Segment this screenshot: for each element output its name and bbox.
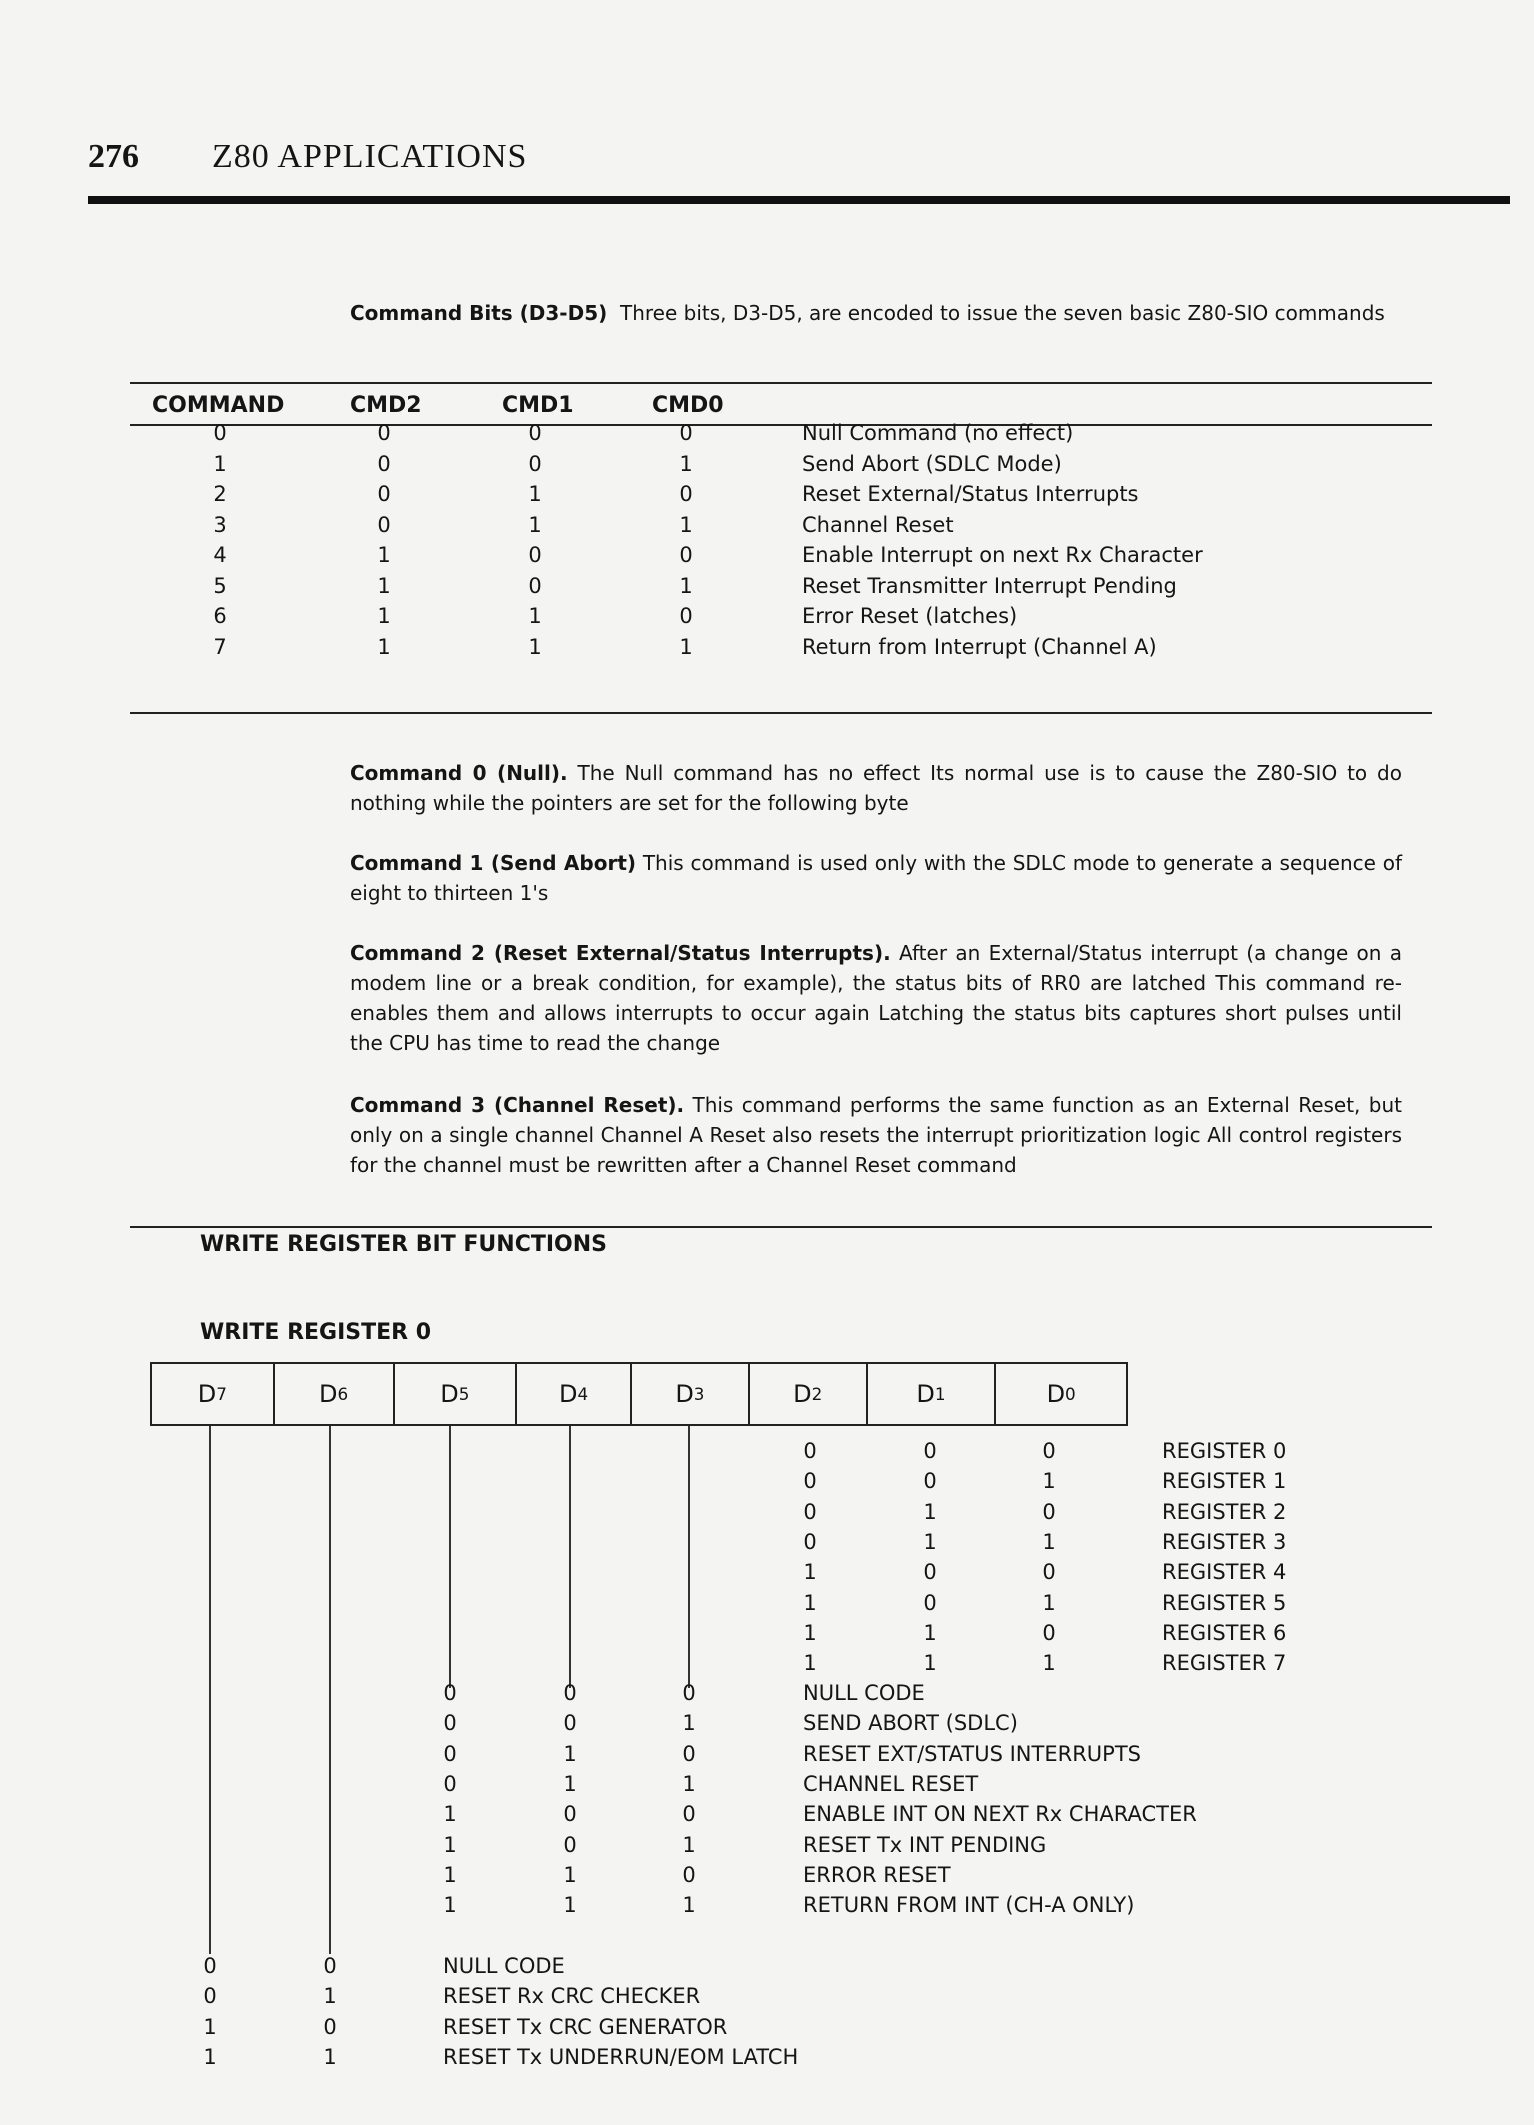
paragraph-text: After an External/Status interrupt (a change on a modem line or a break condition, for example), the status bits of RR0 are latched This command re-enables them and allows interrupts to occur again Latching the status bits captures short pulses until the CPU has time to read the change bbox=[350, 941, 1403, 1055]
command-code-label: ENABLE INT ON NEXT Rx CHARACTER bbox=[803, 1802, 1197, 1827]
crc-code-label: RESET Rx CRC CHECKER bbox=[443, 1984, 701, 2009]
bit-value: 0 bbox=[1042, 1499, 1056, 1524]
running-header-title: Z80 APPLICATIONS bbox=[212, 138, 528, 175]
paragraph-text: This command performs the same function as an External Reset, but only on a single channel Channel A Reset also resets the interrupt prioritization logic All control registers for the channel must be rewritten after a Channel Reset command bbox=[350, 1093, 1402, 1177]
table-cell: 0 bbox=[377, 421, 391, 445]
register-label: REGISTER 4 bbox=[1162, 1560, 1287, 1585]
bit-value: 1 bbox=[682, 1832, 696, 1857]
bit-value: 0 bbox=[1042, 1439, 1056, 1463]
bit-value: 0 bbox=[682, 1862, 696, 1887]
intro-lead: Command Bits (D3-D5) bbox=[350, 301, 608, 325]
bit-d2: D 2 bbox=[750, 1364, 868, 1424]
bit-value: 0 bbox=[1042, 1560, 1056, 1585]
table-cell: 0 bbox=[213, 421, 227, 445]
bit-value: 1 bbox=[803, 1560, 817, 1585]
col-header-cmd0: CMD0 bbox=[652, 393, 724, 418]
table-description: Reset External/Status Interrupts bbox=[802, 482, 1139, 506]
command-code-label: CHANNEL RESET bbox=[803, 1771, 979, 1796]
bit-value: 1 bbox=[443, 1832, 457, 1857]
register-label: REGISTER 2 bbox=[1162, 1499, 1287, 1524]
table-cell: 0 bbox=[679, 482, 693, 506]
table-description: Enable Interrupt on next Rx Character bbox=[802, 543, 1203, 567]
bit-value: 0 bbox=[923, 1560, 937, 1585]
paragraph-lead: Command 3 (Channel Reset). bbox=[350, 1093, 685, 1117]
table-cell: 1 bbox=[377, 573, 391, 598]
table-cell: 0 bbox=[528, 451, 542, 476]
command-code-label: RESET Tx INT PENDING bbox=[803, 1832, 1047, 1857]
paragraph-lead: Command 2 (Reset External/Status Interrupts). bbox=[350, 941, 891, 965]
register-title: WRITE REGISTER 0 bbox=[200, 1320, 432, 1345]
bit-value: 0 bbox=[1042, 1620, 1056, 1645]
bit-value: 0 bbox=[803, 1529, 817, 1554]
bit-value: 1 bbox=[923, 1529, 937, 1554]
register-label: REGISTER 5 bbox=[1162, 1590, 1287, 1615]
bit-value: 0 bbox=[563, 1681, 577, 1705]
table-cell: 1 bbox=[679, 634, 693, 659]
bit-value: 0 bbox=[443, 1741, 457, 1766]
header-rule bbox=[88, 196, 1510, 204]
bit-d7: D 7 bbox=[152, 1364, 275, 1424]
table-cell: 0 bbox=[528, 543, 542, 567]
table-cell: 1 bbox=[213, 451, 227, 476]
bit-value: 1 bbox=[803, 1620, 817, 1645]
bit-value: 0 bbox=[803, 1469, 817, 1494]
table-bottom-rule bbox=[130, 712, 1432, 714]
command-code-label: RESET EXT/STATUS INTERRUPTS bbox=[803, 1741, 1141, 1766]
bit-value: 1 bbox=[563, 1741, 577, 1766]
table-cell: 0 bbox=[377, 451, 391, 476]
bit-value: 0 bbox=[682, 1802, 696, 1827]
table-cell: 1 bbox=[679, 573, 693, 598]
bit-value: 1 bbox=[1042, 1469, 1056, 1494]
table-cell: 7 bbox=[213, 634, 227, 659]
bit-value: 1 bbox=[1042, 1529, 1056, 1554]
bit-d6: D 6 bbox=[275, 1364, 395, 1424]
paragraph-command-2 bbox=[350, 938, 1402, 1058]
table-description: Send Abort (SDLC Mode) bbox=[802, 451, 1062, 476]
table-description: Error Reset (latches) bbox=[802, 604, 1018, 628]
d6-leader bbox=[329, 1426, 331, 1954]
bit-value: 1 bbox=[682, 1711, 696, 1736]
table-cell: 1 bbox=[377, 604, 391, 628]
d5-leader bbox=[449, 1426, 451, 1688]
bit-value: 0 bbox=[563, 1711, 577, 1736]
bit-value: 1 bbox=[563, 1893, 577, 1918]
bit-value: 0 bbox=[563, 1832, 577, 1857]
register-bit-box bbox=[150, 1362, 1128, 1426]
section-rule bbox=[130, 1226, 1432, 1228]
paragraph-command-3 bbox=[350, 1090, 1402, 1180]
command-code-label: NULL CODE bbox=[803, 1681, 925, 1705]
page-number: 276 bbox=[88, 138, 139, 175]
bit-value: 1 bbox=[203, 2014, 217, 2039]
intro-text: Three bits, D3-D5, are encoded to issue the seven basic Z80-SIO commands bbox=[619, 301, 1385, 325]
intro-paragraph bbox=[350, 298, 1402, 328]
bit-value: 1 bbox=[563, 1771, 577, 1796]
table-cell: 0 bbox=[679, 543, 693, 567]
bit-d1: D 1 bbox=[868, 1364, 997, 1424]
table-cell: 4 bbox=[213, 543, 227, 567]
bit-value: 0 bbox=[563, 1802, 577, 1827]
register-label: REGISTER 0 bbox=[1162, 1439, 1287, 1463]
register-label: REGISTER 6 bbox=[1162, 1620, 1287, 1645]
table-cell: 3 bbox=[213, 512, 227, 537]
bit-value: 0 bbox=[443, 1711, 457, 1736]
register-label: REGISTER 1 bbox=[1162, 1469, 1287, 1494]
paragraph-text: This command is used only with the SDLC mode to generate a sequence of eight to thirteen 1's bbox=[350, 851, 1402, 905]
col-header-cmd2: CMD2 bbox=[350, 393, 422, 418]
table-cell: 0 bbox=[528, 573, 542, 598]
table-cell: 2 bbox=[213, 482, 227, 506]
bit-value: 0 bbox=[803, 1439, 817, 1463]
table-cell: 1 bbox=[679, 451, 693, 476]
bit-value: 1 bbox=[563, 1862, 577, 1887]
paragraph-lead: Command 1 (Send Abort) bbox=[350, 851, 637, 875]
command-code-label: SEND ABORT (SDLC) bbox=[803, 1711, 1018, 1736]
table-cell: 5 bbox=[213, 573, 227, 598]
d4-leader bbox=[569, 1426, 571, 1688]
command-code-label: RETURN FROM INT (CH-A ONLY) bbox=[803, 1893, 1135, 1918]
crc-code-label: RESET Tx UNDERRUN/EOM LATCH bbox=[443, 2044, 799, 2069]
bit-d4: D 4 bbox=[517, 1364, 632, 1424]
bit-value: 1 bbox=[923, 1651, 937, 1676]
table-cell: 1 bbox=[679, 512, 693, 537]
bit-value: 0 bbox=[923, 1590, 937, 1615]
bit-value: 0 bbox=[323, 2014, 337, 2039]
bit-value: 1 bbox=[1042, 1651, 1056, 1676]
col-header-cmd1: CMD1 bbox=[502, 393, 574, 418]
d7-leader bbox=[209, 1426, 211, 1954]
table-cell: 1 bbox=[377, 634, 391, 659]
bit-value: 1 bbox=[923, 1499, 937, 1524]
table-cell: 0 bbox=[377, 512, 391, 537]
command-code-label: ERROR RESET bbox=[803, 1862, 951, 1887]
table-cell: 1 bbox=[528, 634, 542, 659]
table-description: Null Command (no effect) bbox=[802, 421, 1074, 445]
bit-value: 1 bbox=[682, 1771, 696, 1796]
register-label: REGISTER 3 bbox=[1162, 1529, 1287, 1554]
table-cell: 1 bbox=[377, 543, 391, 567]
bit-value: 0 bbox=[923, 1439, 937, 1463]
bit-d0: D 0 bbox=[1046, 1380, 1076, 1408]
bit-value: 0 bbox=[443, 1681, 457, 1705]
bit-value: 0 bbox=[443, 1771, 457, 1796]
table-cell: 1 bbox=[528, 482, 542, 506]
table-description: Return from Interrupt (Channel A) bbox=[802, 634, 1157, 659]
crc-code-label: NULL CODE bbox=[443, 1954, 565, 1978]
paragraph-command-1 bbox=[350, 848, 1402, 908]
table-cell: 0 bbox=[377, 482, 391, 506]
d3-leader bbox=[688, 1426, 690, 1688]
bit-value: 0 bbox=[203, 1954, 217, 1978]
register-label: REGISTER 7 bbox=[1162, 1651, 1287, 1676]
bit-value: 0 bbox=[323, 1954, 337, 1978]
table-description: Reset Transmitter Interrupt Pending bbox=[802, 573, 1177, 598]
bit-value: 1 bbox=[443, 1893, 457, 1918]
bit-value: 1 bbox=[803, 1651, 817, 1676]
bit-value: 0 bbox=[203, 1984, 217, 2009]
bit-value: 1 bbox=[443, 1802, 457, 1827]
bit-value: 1 bbox=[923, 1620, 937, 1645]
paragraph-text: The Null command has no effect Its normal use is to cause the Z80-SIO to do nothing while the pointers are set for the following byte bbox=[350, 761, 1402, 815]
table-cell: 6 bbox=[213, 604, 227, 628]
section-title: WRITE REGISTER BIT FUNCTIONS bbox=[200, 1232, 607, 1257]
table-cell: 1 bbox=[528, 512, 542, 537]
bit-d5: D 5 bbox=[395, 1364, 518, 1424]
bit-value: 1 bbox=[1042, 1590, 1056, 1615]
bit-value: 0 bbox=[923, 1469, 937, 1494]
table-header-rule bbox=[130, 424, 1432, 426]
table-cell: 0 bbox=[528, 421, 542, 445]
bit-value: 1 bbox=[803, 1590, 817, 1615]
paragraph-command-0 bbox=[350, 758, 1402, 818]
table-cell: 1 bbox=[528, 604, 542, 628]
col-header-command: COMMAND bbox=[152, 393, 285, 418]
bit-value: 0 bbox=[682, 1681, 696, 1705]
bit-value: 1 bbox=[323, 2044, 337, 2069]
table-cell: 0 bbox=[679, 604, 693, 628]
bit-value: 1 bbox=[203, 2044, 217, 2069]
bit-value: 1 bbox=[443, 1862, 457, 1887]
bit-value: 0 bbox=[803, 1499, 817, 1524]
bit-value: 0 bbox=[682, 1741, 696, 1766]
bit-value: 1 bbox=[682, 1893, 696, 1918]
bit-value: 1 bbox=[323, 1984, 337, 2009]
bit-d3: D 3 bbox=[632, 1364, 750, 1424]
table-top-rule bbox=[130, 382, 1432, 384]
table-cell: 0 bbox=[679, 421, 693, 445]
crc-code-label: RESET Tx CRC GENERATOR bbox=[443, 2014, 728, 2039]
table-description: Channel Reset bbox=[802, 512, 954, 537]
paragraph-lead: Command 0 (Null). bbox=[350, 761, 568, 785]
